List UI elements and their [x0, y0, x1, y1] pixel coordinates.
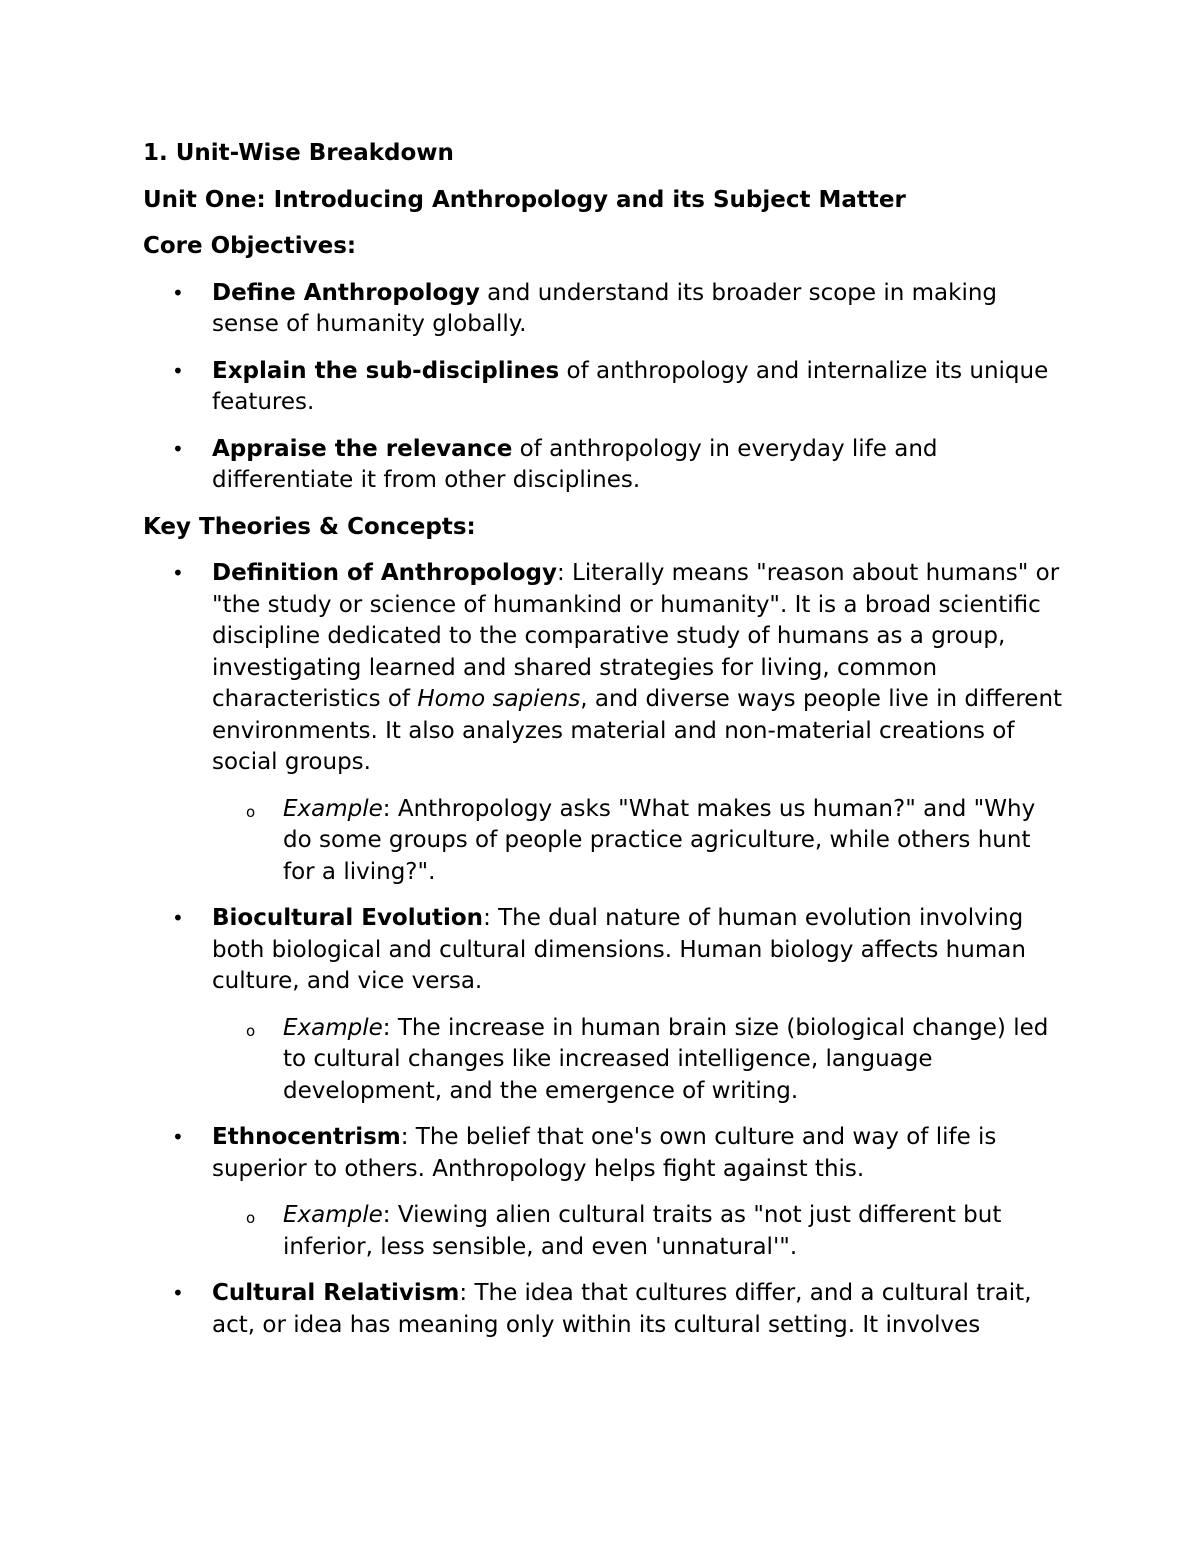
objective-text: and understand its broader scope in making sense of humanity globally. — [212, 279, 998, 337]
concept-term: Cultural Relativism — [212, 1280, 460, 1306]
objective-term: Appraise the relevance — [212, 435, 513, 462]
core-objectives-heading: Core Objectives: — [143, 233, 357, 259]
concept-text: : The idea that cultures differ, and a cultural trait, act, or idea has meaning only within its cultural setting. It involves — [212, 1280, 1032, 1338]
concept-text: : The dual nature of human evolution involving both biological and cultural dimensions. Human biology affects human culture, and vice versa. — [212, 905, 1026, 994]
example-list — [212, 1200, 1063, 1263]
concept-italic-term: Homo sapiens — [417, 686, 581, 712]
key-theories-heading: Key Theories & Concepts: — [143, 513, 476, 540]
example-label: Example — [283, 1014, 383, 1041]
unit-heading: Unit One: Introducing Anthropology and its Subject Matter — [143, 186, 906, 213]
example-item — [212, 1013, 1063, 1108]
example-item — [212, 1200, 1063, 1263]
objective-text: of anthropology and internalize its unique features. — [212, 357, 1049, 415]
concept-term: Definition of Anthropology — [212, 560, 557, 586]
example-text: : Anthropology asks "What makes us human?" and "Why do some groups of people practice agriculture, while others hunt for a living?". — [283, 795, 1036, 885]
key-theories-list — [143, 558, 1063, 1341]
concept-text-continued: , and diverse ways people live in different environments. It also analyzes material and non-material creations of social groups. — [212, 686, 1063, 775]
objective-term: Explain the sub-disciplines — [212, 357, 560, 384]
concept-term: Biocultural Evolution — [212, 905, 484, 931]
list-item — [143, 1278, 1063, 1341]
example-list — [212, 1013, 1063, 1108]
example-label: Example — [283, 1202, 383, 1228]
example-item — [212, 794, 1063, 889]
document-page — [143, 138, 1063, 1356]
core-objectives-list — [143, 278, 1063, 497]
example-text: : The increase in human brain size (biological change) led to cultural changes like increased intelligence, language development, and the emergence of writing. — [283, 1014, 1049, 1104]
objective-text: of anthropology in everyday life and differentiate it from other disciplines. — [212, 435, 938, 493]
objective-term: Define Anthropology — [212, 279, 480, 306]
example-label: Example — [283, 795, 383, 822]
list-item — [143, 558, 1063, 888]
concept-text: : Literally means "reason about humans" or "the study or science of humankind or humanity". It is a broad scientific discipline dedicated to the comparative study of humans as a group, investigating learned and shared strategies for living, common characteristics of — [212, 560, 1060, 712]
list-item — [143, 278, 1063, 341]
list-item — [143, 434, 1063, 497]
list-item — [143, 356, 1063, 419]
list-item — [143, 903, 1063, 1107]
example-text: : Viewing alien cultural traits as "not just different but inferior, less sensible, and even 'unnatural'". — [283, 1202, 1002, 1260]
example-list — [212, 794, 1063, 889]
concept-text: : The belief that one's own culture and way of life is superior to others. Anthropology helps fight against this. — [212, 1124, 997, 1182]
concept-term: Ethnocentrism — [212, 1124, 401, 1150]
list-item — [143, 1122, 1063, 1263]
section-heading: 1. Unit-Wise Breakdown — [143, 140, 454, 166]
